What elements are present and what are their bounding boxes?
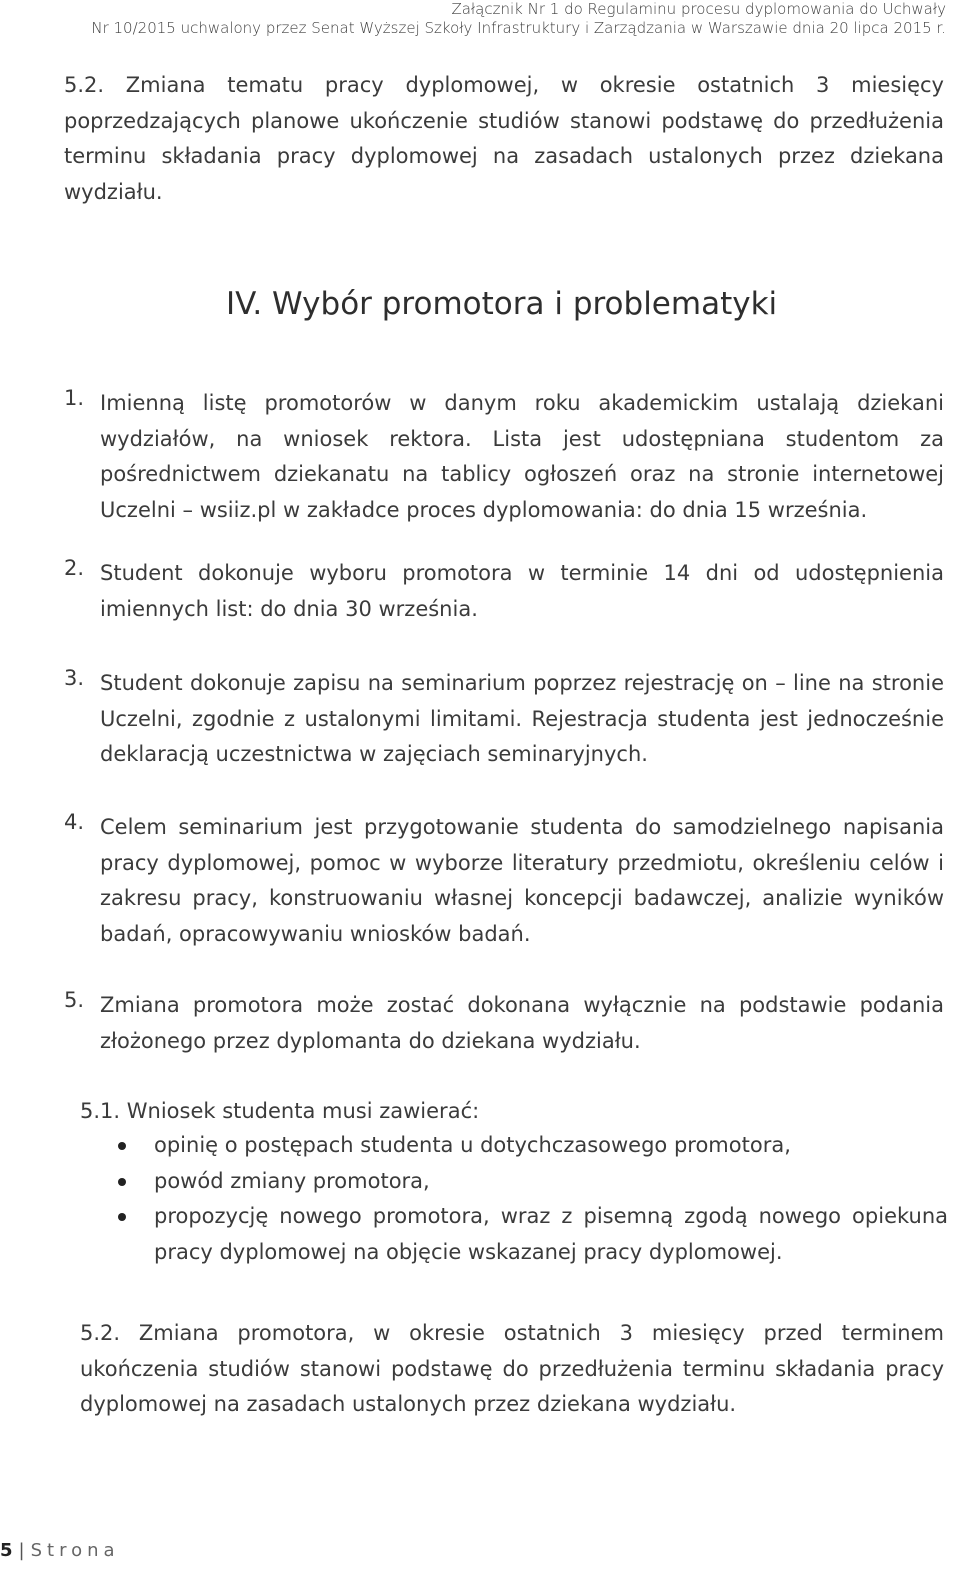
item-5-number: 5. [64, 988, 85, 1012]
page-footer [0, 1540, 120, 1561]
footer-separator: | [18, 1540, 25, 1561]
item-2-text: Student dokonuje wyboru promotora w terminie 14 dni od udostępnienia imiennych list: do dnia 30 września. [100, 561, 944, 621]
item-3-number: 3. [64, 666, 85, 690]
requirements-list [118, 1128, 948, 1270]
page-number: 5 [0, 1540, 13, 1561]
item-3-text: Student dokonuje zapisu na seminarium poprzez rejestrację on – line na stronie Uczelni, zgodnie z ustalonymi limitami. Rejestracja studenta jest jednocześnie deklaracją uczestnictwa w zajęciach seminaryjnych. [100, 671, 944, 766]
section-heading: IV. Wybór promotora i problematyki [226, 286, 778, 322]
item-4-text: Celem seminarium jest przygotowanie studenta do samodzielnego napisania pracy dyplomowej, pomoc w wyborze literatury przedmiotu, określeniu celów i zakresu pracy, konstruowaniu własnej koncepcji badawczej, analizie wyników badań, opracowywaniu wniosków badań. [100, 815, 944, 946]
item-2-number: 2. [64, 556, 85, 580]
subsection-5-2-paragraph: 5.2. Zmiana promotora, w okresie ostatnich 3 miesięcy przed terminem ukończenia studiów stanowi podstawę do przedłużenia terminu składania pracy dyplomowej na zasadach ustalonych przez dziekana wydziału. [80, 1321, 944, 1416]
header-line-1: Załącznik Nr 1 do Regulaminu procesu dyplomowania do Uchwały [451, 0, 946, 18]
item-1-number: 1. [64, 386, 85, 410]
header-line-2: Nr 10/2015 uchwalony przez Senat Wyższej Szkoły Infrastruktury i Zarządzania w Warszawie dnia 20 lipca 2015 r. [91, 19, 946, 37]
list-item: propozycję nowego promotora, wraz z pisemną zgodą nowego opiekuna pracy dyplomowej na objęcie wskazanej pracy dyplomowej. [118, 1199, 948, 1270]
list-item: powód zmiany promotora, [118, 1164, 948, 1200]
item-1-text: Imienną listę promotorów w danym roku akademickim ustalają dziekani wydziałów, na wniosek rektora. Lista jest udostępniana studentom za pośrednictwem dziekanatu na tablicy ogłoszeń oraz na stronie internetowej Uczelni – wsiiz.pl w zakładce proces dyplomowania: do dnia 15 września. [100, 391, 944, 522]
list-item: opinię o postępach studenta u dotychczasowego promotora, [118, 1128, 948, 1164]
subsection-5-1-heading: 5.1. Wniosek studenta musi zawierać: [80, 1099, 480, 1123]
intro-paragraph: 5.2. Zmiana tematu pracy dyplomowej, w okresie ostatnich 3 miesięcy poprzedzających planowe ukończenie studiów stanowi podstawę do przedłużenia terminu składania pracy dyplomowej na zasadach ustalonych przez dziekana wydziału. [64, 73, 944, 204]
item-4-number: 4. [64, 810, 85, 834]
footer-page-label: Strona [30, 1540, 120, 1561]
document-header [46, 0, 946, 38]
item-5-text: Zmiana promotora może zostać dokonana wyłącznie na podstawie podania złożonego przez dyplomanta do dziekana wydziału. [100, 993, 944, 1053]
